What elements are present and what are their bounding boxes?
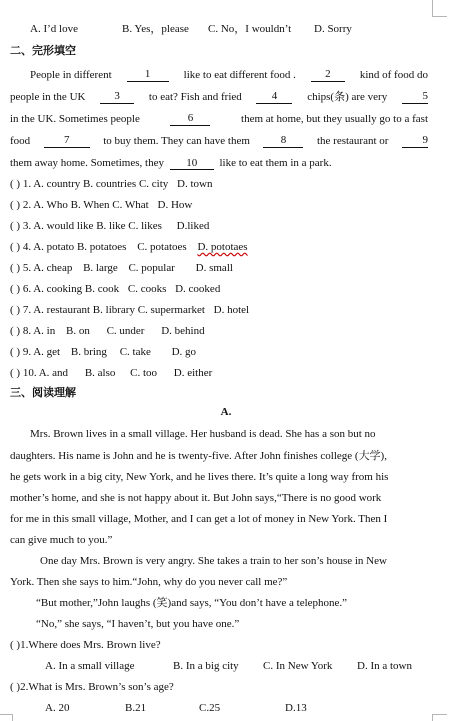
blank: 4 [256, 90, 292, 104]
option: C. potatoes [137, 241, 187, 253]
text: in the UK. Sometimes people [10, 113, 140, 125]
blank: 5 [402, 90, 428, 104]
passage-line: daughters. His name is John and he is twenty-five. After John finishes college (大学), [10, 450, 387, 462]
question-row [10, 282, 220, 296]
option: A. cheap [33, 262, 73, 274]
question-row [10, 261, 233, 275]
blank: 2 [311, 68, 345, 82]
question-text: Where does Mrs. Brown live? [28, 639, 161, 651]
question-options [45, 701, 307, 715]
option: B. library [92, 304, 135, 316]
cloze-line [10, 112, 428, 126]
option: D. either [173, 367, 213, 379]
option: D. small [195, 262, 233, 274]
question-row [10, 345, 196, 359]
option: A. In a small village [45, 660, 135, 672]
text: them at home, but they usually go to a fast [241, 113, 428, 125]
text: to buy them. They can have them [103, 135, 250, 147]
text: food [10, 135, 31, 147]
question-row [10, 303, 249, 317]
option: A. restaurant [33, 304, 91, 316]
question-text: What is Mrs. Brown’s son’s age? [28, 681, 174, 693]
passage-line: for me in this small village, Mother, and I can get a lot of money in New York. Then I [10, 513, 388, 525]
option: C. too [130, 367, 158, 379]
passage-line: he gets work in a big city, New York, and he lives there. It’s quite a long way from his [10, 471, 389, 483]
option: C. popular [128, 262, 175, 274]
question-number: ( ) 4. [10, 241, 32, 253]
text: kind of food do [359, 69, 428, 81]
question-number: ( ) 2. [10, 199, 32, 211]
option: C.25 [199, 702, 221, 714]
blank: 6 [170, 112, 210, 126]
option: B. bring [70, 346, 107, 358]
option: C. In New York [263, 660, 333, 672]
text: the restaurant or [316, 135, 389, 147]
question-number: ( )1. [10, 639, 29, 651]
option: A. in [33, 325, 56, 337]
question-number: ( ) 7. [10, 304, 32, 316]
question-row [10, 219, 209, 233]
passage-line: York. Then she says to him.“John, why do you never call me?” [10, 576, 288, 588]
text: like to eat different food . [183, 69, 296, 81]
blank: 8 [263, 134, 303, 148]
option: A. and [38, 367, 69, 379]
question-number: ( ) 3. [10, 220, 32, 232]
passage-line: Mrs. Brown lives in a small village. Her husband is dead. She has a son but no [30, 428, 376, 440]
page-corner-mark [432, 0, 447, 17]
question-number: ( )2. [10, 681, 29, 693]
option: C. No，I wouldn’t [208, 23, 292, 35]
option: A. 20 [45, 702, 70, 714]
text: like to eat them in a park. [219, 157, 332, 169]
option: D.13 [285, 702, 307, 714]
question-row [10, 366, 212, 380]
question-row [10, 324, 205, 338]
blank: 1 [127, 68, 169, 82]
option: D. town [177, 178, 213, 190]
option: B. In a big city [173, 660, 239, 672]
option: B. like [96, 220, 126, 232]
reading-question [10, 680, 174, 694]
question-number: ( ) 6. [10, 283, 32, 295]
option: C. cooks [127, 283, 167, 295]
cloze-line [30, 68, 428, 82]
option: C. take [119, 346, 151, 358]
question-number: ( ) 5. [10, 262, 32, 274]
top-options-row [30, 22, 352, 36]
option: C. likes [128, 220, 162, 232]
cloze-line [10, 90, 428, 104]
option: A. cooking [33, 283, 83, 295]
question-row [10, 240, 248, 254]
option: D. go [171, 346, 197, 358]
blank: 3 [100, 90, 134, 104]
text: to eat? Fish and fried [148, 91, 242, 103]
option: A. I’d love [30, 23, 78, 35]
option: D. cooked [175, 283, 221, 295]
question-number: ( ) 8. [10, 325, 32, 337]
blank: 7 [44, 134, 90, 148]
text: People in different [30, 69, 112, 81]
question-number: ( ) 1. [10, 178, 32, 190]
option: B. When [70, 199, 110, 211]
passage-line: “But mother,”John laughs (笑)and says, “You don’t have a telephone.” [36, 597, 348, 609]
option: B. on [65, 325, 90, 337]
option: D. Sorry [314, 23, 352, 35]
option: A. country [33, 178, 81, 190]
page-corner-mark [432, 714, 447, 721]
option: B. also [84, 367, 116, 379]
blank: 10 [170, 157, 214, 170]
text: chips(条) are very [307, 91, 388, 103]
question-options [45, 659, 412, 673]
blank: 9 [402, 134, 428, 148]
reading-question [10, 638, 161, 652]
page-corner-mark [0, 714, 13, 721]
passage-line: “No,” she says, “I haven’t, but you have one.” [36, 618, 240, 630]
section-heading: 二、完形填空 [10, 44, 76, 57]
option: D. hotel [213, 304, 250, 316]
option: B. Yes，please [122, 23, 189, 35]
passage-line: mother’s home, and she is not happy about it. But John says,“There is no good work [10, 492, 382, 504]
option: D. How [157, 199, 193, 211]
option: D.liked [176, 220, 210, 232]
passage-line: One day Mrs. Brown is very angry. She takes a train to her son’s house in New [40, 555, 387, 567]
text: them away home. Sometimes, they [10, 157, 164, 169]
question-row [10, 177, 213, 191]
question-row [10, 198, 192, 212]
option: A. Who [33, 199, 68, 211]
passage-title: A. [220, 406, 232, 418]
option: C. city [138, 178, 169, 190]
option: B. countries [83, 178, 137, 190]
question-number: ( ) 9. [10, 346, 32, 358]
option: C. under [106, 325, 145, 337]
question-number: ( ) 10. [10, 367, 37, 379]
option: C. What [112, 199, 149, 211]
option: B.21 [125, 702, 147, 714]
cloze-line [10, 134, 428, 148]
passage-line: can give much to you.” [10, 534, 113, 546]
option: B. large [83, 262, 118, 274]
section-heading: 三、阅读理解 [10, 386, 76, 399]
cloze-line [10, 156, 332, 170]
option: B. potatoes [76, 241, 127, 253]
text: people in the UK [10, 91, 86, 103]
option: D. In a town [357, 660, 412, 672]
option: B. cook [84, 283, 120, 295]
option: D. pototaes [197, 241, 248, 253]
option: A. potato [33, 241, 75, 253]
option: C. supermarket [137, 304, 205, 316]
option: A. would like [33, 220, 94, 232]
option: D. behind [161, 325, 205, 337]
option: A. get [33, 346, 61, 358]
